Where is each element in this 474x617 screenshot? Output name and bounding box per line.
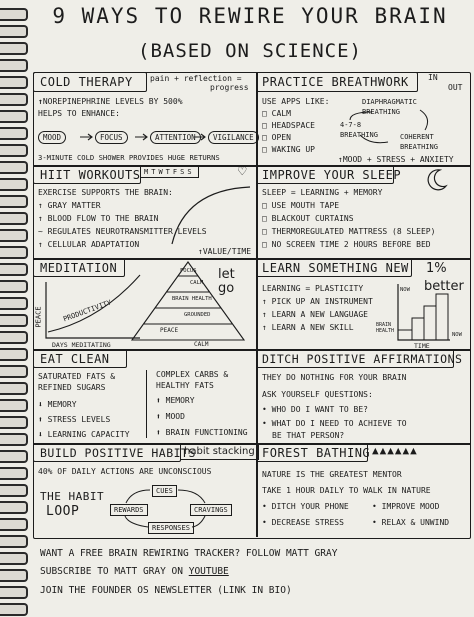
breath-app-1: □ CALM <box>262 109 291 118</box>
cold-heading: COLD THERAPY <box>40 75 133 89</box>
med-days-axis: DAYS MEDITATING <box>52 341 111 349</box>
page-title: 9 WAYS TO REWIRE YOUR BRAIN <box>52 4 448 28</box>
sleep-heading: IMPROVE YOUR SLEEP <box>262 168 402 182</box>
learn-pct: 1% <box>426 261 447 276</box>
heart-icon: ♡ <box>238 164 247 180</box>
hiit-item-3: ~ REGULATES NEUROTRANSMITTER LEVELS <box>38 227 207 236</box>
ditch-line-2: ASK YOURSELF QUESTIONS: <box>262 390 373 399</box>
breath-app-4: □ WAKING UP <box>262 145 315 154</box>
hiit-line-1: EXERCISE SUPPORTS THE BRAIN: <box>38 188 173 197</box>
forest-item-1: • DITCH YOUR PHONE <box>262 502 349 511</box>
hiit-item-2: ↑ BLOOD FLOW TO THE BRAIN <box>38 214 159 223</box>
habit-loop-1: THE HABIT <box>40 490 105 503</box>
breath-out: OUT <box>448 83 463 92</box>
cold-line-1: ↑ NOREPINEPHRINE LEVELS BY 500% <box>38 97 183 107</box>
ditch-line-1: THEY DO NOTHING FOR YOUR BRAIN <box>262 373 407 382</box>
eat-right-item-3: ⬆ BRAIN FUNCTIONING <box>156 428 248 437</box>
habits-line-1: 40% OF DAILY ACTIONS ARE UNCONSCIOUS <box>38 467 212 476</box>
tree-icons: ▲▲▲▲▲▲ <box>372 444 418 457</box>
eat-left-item-2: ⬆ STRESS LEVELS <box>38 415 111 424</box>
pyramid-grounded: GROUNDED <box>184 312 211 318</box>
eat-right-item-1: ⬆ MEMORY <box>156 396 195 405</box>
habit-cravings: CRAVINGS <box>190 504 232 516</box>
cold-item-mood: MOOD <box>38 131 66 144</box>
hiit-item-1: ↑ GRAY MATTER <box>38 201 101 210</box>
learn-health-label: BRAIN HEALTH <box>376 322 395 334</box>
forest-item-4: • RELAX & UNWIND <box>372 518 450 527</box>
breath-line-1: USE APPS LIKE: <box>262 97 330 106</box>
eat-left-item-3: ⬇ LEARNING CAPACITY <box>38 430 130 439</box>
hiit-item-4: ↑ CELLULAR ADAPTATION <box>38 240 140 249</box>
learn-item-1: ↑ PICK UP AN INSTRUMENT <box>262 297 373 306</box>
ditch-q2: • WHAT DO I NEED TO ACHIEVE TO <box>262 419 407 428</box>
eat-left-item-1: ⬇ MEMORY <box>38 400 77 409</box>
forest-item-2: • IMPROVE MOOD <box>372 502 440 511</box>
eat-right-item-2: ⬆ MOOD <box>156 412 185 421</box>
med-let-go: let go <box>218 267 235 296</box>
eat-right-2: HEALTHY FATS <box>156 381 214 390</box>
cold-item-attention: ATTENTION <box>150 131 201 144</box>
med-peace-axis: PEACE <box>34 306 43 328</box>
hiit-heading: HIIT WORKOUTS <box>40 168 141 182</box>
hiit-value-label: ↑VALUE/TIME <box>198 247 252 256</box>
pyramid-focus: FOCUS <box>180 268 197 274</box>
youtube-link[interactable]: YOUTUBE <box>188 566 229 577</box>
eat-heading: EAT CLEAN <box>40 352 110 366</box>
cold-line-2: HELPS TO ENHANCE: <box>38 109 120 118</box>
habit-responses: RESPONSES <box>148 522 194 534</box>
med-productivity: PRODUCTIVITY <box>62 298 113 324</box>
sleep-item-2: □ BLACKOUT CURTAINS <box>262 214 354 223</box>
breath-result: ↑MOOD + STRESS + ANXIETY <box>338 155 454 164</box>
learn-now-right: NOW <box>452 332 462 338</box>
breath-app-2: □ HEADSPACE <box>262 121 315 130</box>
cold-note-1: pain + reflection = <box>150 74 242 83</box>
habit-cues: CUES <box>152 485 177 497</box>
cold-item-vigilance: VIGILANCE <box>208 131 259 144</box>
forest-heading: FOREST BATHING <box>262 446 371 460</box>
sleep-item-3: □ THERMOREGULATED MATTRESS (8 SLEEP) <box>262 227 436 236</box>
sleep-item-4: □ NO SCREEN TIME 2 HOURS BEFORE BED <box>262 240 431 249</box>
footer-line-3: JOIN THE FOUNDER OS NEWSLETTER (LINK IN BIO) <box>40 585 292 596</box>
footer-line-2: SUBSCRIBE TO MATT GRAY ON YOUTUBE <box>40 566 229 577</box>
breath-app-3: □ OPEN <box>262 133 291 142</box>
learn-item-3: ↑ LEARN A NEW SKILL <box>262 323 354 332</box>
breath-478: 4-7-8 BREATHING <box>340 121 378 139</box>
med-heading: MEDITATION <box>40 261 118 275</box>
footer-line-1: WANT A FREE BRAIN REWIRING TRACKER? FOLLOW MATT GRAY <box>40 548 338 559</box>
learn-better: better <box>424 279 464 294</box>
habit-loop-2: LOOP <box>46 504 80 519</box>
pyramid-brain-health: BRAIN HEALTH <box>172 296 212 302</box>
learn-now-top: NOW <box>400 287 410 293</box>
ditch-q2c: BE THAT PERSON? <box>272 431 345 440</box>
learn-heading: LEARN SOMETHING NEW <box>262 261 409 275</box>
eat-left-2: REFINED SUGARS <box>38 383 106 392</box>
ditch-heading: DITCH POSITIVE AFFIRMATIONS <box>262 352 463 366</box>
breath-coherent: COHERENT BREATHING <box>400 133 438 151</box>
ditch-q1: • WHO DO I WANT TO BE? <box>262 405 368 414</box>
eat-left-1: SATURATED FATS & <box>38 372 116 381</box>
learn-time-axis: TIME <box>414 342 430 350</box>
cold-line-3: 3-MINUTE COLD SHOWER PROVIDES HUGE RETURNS <box>38 153 220 162</box>
learn-item-2: ↑ LEARN A NEW LANGUAGE <box>262 310 368 319</box>
forest-item-3: • DECREASE STRESS <box>262 518 344 527</box>
hiit-days: MTWTFSS <box>140 166 199 178</box>
pyramid-peace: PEACE <box>160 327 179 334</box>
pyramid-calm-bottom: CALM <box>194 341 209 348</box>
forest-line-1: NATURE IS THE GREATEST MENTOR <box>262 470 402 479</box>
habit-rewards: REWARDS <box>110 504 148 516</box>
sleep-item-1: □ USE MOUTH TAPE <box>262 201 340 210</box>
breath-heading: PRACTICE BREATHWORK <box>262 75 409 89</box>
breath-diaphragmatic: DIAPHRAGMATIC BREATHING <box>362 98 417 116</box>
forest-line-2: TAKE 1 HOUR DAILY TO WALK IN NATURE <box>262 486 431 495</box>
habit-stacking: habit stacking <box>180 444 259 460</box>
pyramid-calm-top: CALM <box>190 280 204 286</box>
habits-heading: BUILD POSITIVE HABITS <box>40 446 196 460</box>
learn-line-1: LEARNING = PLASTICITY <box>262 284 364 293</box>
cold-note-2: progress <box>210 83 249 92</box>
page-subtitle: (BASED ON SCIENCE) <box>138 40 362 62</box>
eat-right-1: COMPLEX CARBS & <box>156 370 229 379</box>
breath-in: IN <box>428 73 438 82</box>
cold-item-focus: FOCUS <box>95 131 128 144</box>
sleep-line-1: SLEEP = LEARNING + MEMORY <box>262 188 383 197</box>
